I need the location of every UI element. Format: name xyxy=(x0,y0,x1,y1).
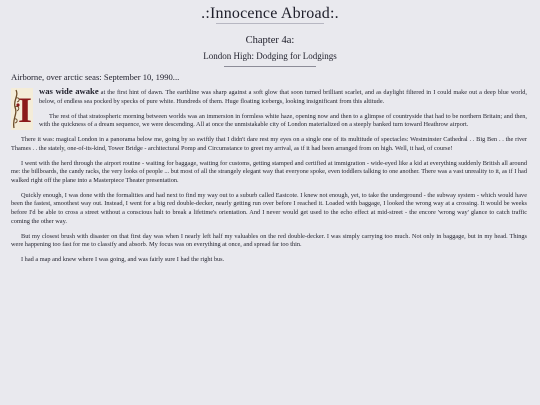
chapter-subtitle: London High: Dodging for Lodgings xyxy=(203,51,337,61)
site-title: .:Innocence Abroad:. xyxy=(201,5,339,22)
article-body xyxy=(11,87,527,271)
title-divider xyxy=(216,23,324,24)
dateline: Airborne, over arctic seas: September 10, 1990... xyxy=(11,72,180,82)
dropcap-i-icon xyxy=(11,88,33,130)
svg-text:I: I xyxy=(17,90,33,130)
paragraph-4: I went with the herd through the airport routine - waiting for baggage, waiting for customs, getting stamped and certified at immigration - wide-eyed like a kid at everything suddenly British all around me: the billboards, the candy racks, the very looks of people ... but most of all the strangely elegant way that everyone spoke, even toddlers talking to one another. There was a vast unreality to it, as if I had walked right off the plane into a Masterpiece Theater presentation. xyxy=(11,159,527,184)
paragraph-2: The rest of that stratospheric morning between worlds was an immersion in formless white haze, opening now and then to a glimpse of countryside that had to be northern Britain; and then, with the quickness of a dream sequence, we were descending. All at once the unmistakable city of London materialized on a steeply banked turn toward Heathrow airport. xyxy=(39,112,527,129)
paragraph-3: There it was: magical London in a panorama below me, going by so swiftly that I didn't dare rest my eyes on a single one of its multitude of spectacles: Westminster Cathedral . . Big Ben . . the river Thames . . the stately, one-of-its-kind, Tower Bridge - architectural Pomp and Circumstance to greet my arrival, as if it had been arranged from on high. Well, it had, of course! xyxy=(11,136,527,152)
paragraph-1-text: at the first hint of dawn. The earthline was sharp against a soft glow that soon turned brilliant scarlet, and as daylight filtered in I could make out a deep blue world, below, of endless sea pocked by specks of pure white. Hundreds of them. Huge floating icebergs, looking insignificant from this altitude. xyxy=(39,89,527,105)
paragraph-6: But my closest brush with disaster on that first day was when I nearly left half my valuables on the red double-decker. I was simply carrying too much. Not only in baggage, but in my head. Things were happening too fast for me to classify and absorb. My focus was on everything at once, and spread far too thin. xyxy=(11,232,527,249)
chapter-heading: Chapter 4a: xyxy=(245,35,295,46)
subtitle-divider xyxy=(224,66,316,67)
lead-phrase: was wide awake xyxy=(39,86,99,96)
paragraph-7: I had a map and knew where I was going, and was fairly sure I had the right bus. xyxy=(21,256,225,264)
paragraph-5: Quickly enough, I was done with the formalities and had next to find my way out to a suburb called Eastcote. I knew not enough, yet, to take the underground - the subway system - which would have been the fastest, smoothest way out. Instead, I went for a big red double-decker, nearly getting run over before I reached it. Loaded with baggage, I looked the wrong way at a crossing. It would be weeks before I'd be able to cross a street without a conscious halt to break a lifetime's orientation. And I never would get used to the echo effect at mid-street - the encore 'wrong way' glance to catch traffic coming the other way. xyxy=(11,191,527,225)
